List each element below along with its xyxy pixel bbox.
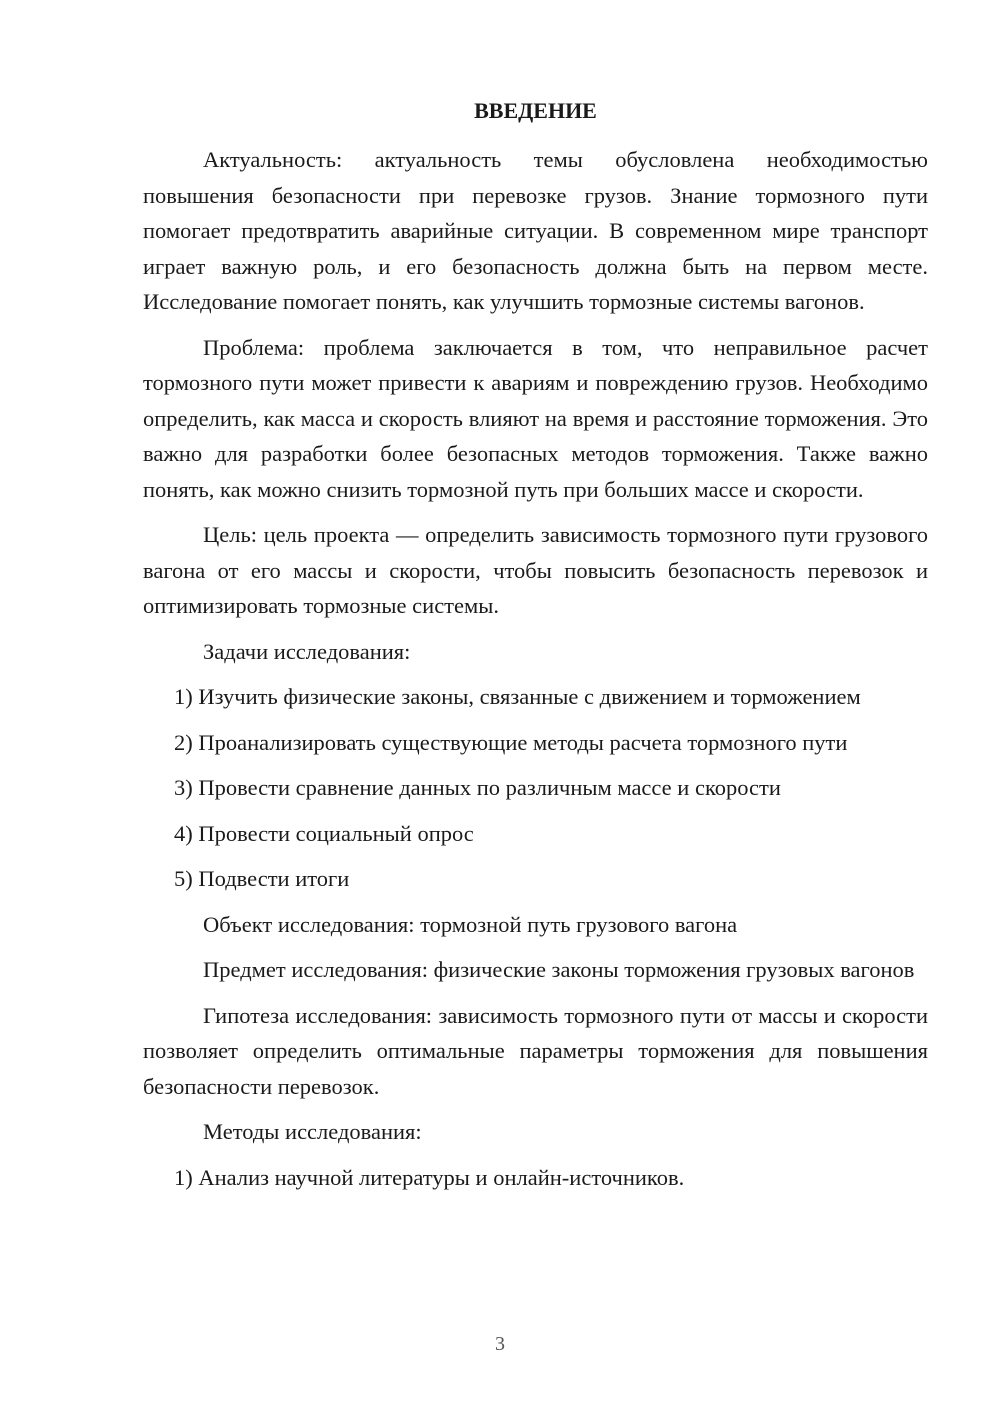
tasks-list xyxy=(143,679,928,897)
list-item: 2) Проанализировать существующие методы расчета тормозного пути xyxy=(174,729,848,755)
goal-paragraph: Цель: цель проекта — определить зависимость тормозного пути грузового вагона от его массы и скорости, чтобы повысить безопасность перевозок и оптимизировать тормозные системы. xyxy=(143,522,928,618)
list-item: 1) Изучить физические законы, связанные с движением и торможением xyxy=(174,684,861,709)
list-item: 4) Провести социальный опрос xyxy=(174,820,474,846)
subject-paragraph: Предмет исследования: физические законы торможения грузовых вагонов xyxy=(203,957,915,982)
methods-title: Методы исследования: xyxy=(203,1119,422,1144)
section-heading: ВВЕДЕНИЕ xyxy=(474,98,597,123)
tasks-title: Задачи исследования: xyxy=(203,638,411,664)
list-item: 3) Провести сравнение данных по различным массе и скорости xyxy=(174,775,781,800)
page-number: 3 xyxy=(495,1333,505,1355)
list-item: 1) Анализ научной литературы и онлайн-источников. xyxy=(174,1164,685,1190)
relevance-paragraph: Актуальность: актуальность темы обусловлена необходимостью повышения безопасности при перевозке грузов. Знание тормозного пути помогает предотвратить аварийные ситуации. В современном мире транспорт играет важную роль, и его безопасность должна быть на первом месте. Исследование помогает понять, как улучшить тормозные системы вагонов. xyxy=(143,147,928,314)
object-line: Объект исследования: тормозной путь грузового вагона xyxy=(203,911,738,937)
problem-paragraph: Проблема: проблема заключается в том, что неправильное расчет тормозного пути может привести к авариям и повреждению грузов. Необходимо определить, как масса и скорость влияют на время и расстояние торможения. Это важно для разработки более безопасных методов торможения. Также важно понять, как можно снизить тормозной путь при больших массе и скорости. xyxy=(143,334,928,502)
list-item: 5) Подвести итоги xyxy=(174,866,350,891)
methods-list xyxy=(143,1160,928,1196)
hypothesis-paragraph: Гипотеза исследования: зависимость тормозного пути от массы и скорости позволяет определить оптимальные параметры торможения для повышения безопасности перевозок. xyxy=(143,1002,928,1099)
document-body xyxy=(143,142,928,1205)
